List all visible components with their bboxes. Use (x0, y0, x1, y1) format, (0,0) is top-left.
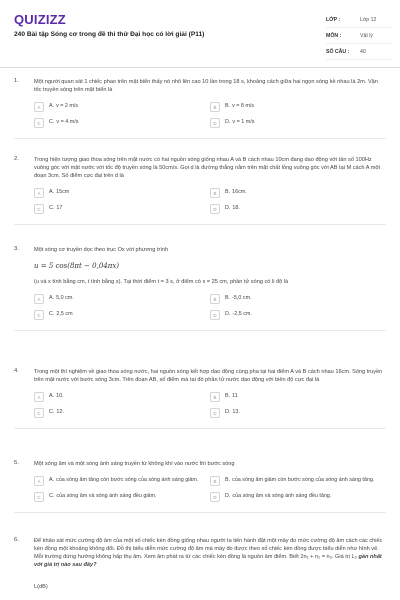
question-text: Trong hiện tượng giao thoa sóng trên mặt nước có hai nguồn sóng giống nhau A và B cách nhau 10cm đang dao động với tần số 100Hz vuông góc với mặt nước với tốc độ truyền sóng là 50cm/s. Gọi d là đường thẳng nằm trên mặt chất lỏng vuông góc với AB tại M cách A một đoạn 3cm. Số điểm cực đại trên d là (34, 157, 381, 179)
option-box[interactable]: C (34, 204, 44, 214)
option-box[interactable]: D (210, 204, 220, 214)
option-a[interactable] (34, 102, 210, 112)
option-a[interactable] (34, 294, 210, 304)
option-label: C. của sóng âm và sóng ánh sáng đều giảm. (49, 493, 157, 499)
option-d[interactable] (210, 408, 386, 418)
option-box[interactable]: C (34, 408, 44, 418)
option-label: C. 2,5 cm (49, 311, 73, 317)
option-box[interactable]: C (34, 492, 44, 502)
option-label: B. của sóng âm giảm còn bước sóng của sóng ánh sáng tăng. (225, 477, 375, 483)
option-box[interactable]: D (210, 118, 220, 128)
option-b[interactable] (210, 294, 386, 304)
option-b[interactable] (210, 188, 386, 198)
question-4 (14, 368, 386, 429)
option-b[interactable] (210, 476, 386, 486)
option-label: D. 18. (225, 205, 240, 211)
option-c[interactable] (34, 408, 210, 418)
option-a[interactable] (34, 188, 210, 198)
meta-value: Lớp 12 (360, 16, 377, 23)
option-box[interactable]: D (210, 492, 220, 502)
question-number: 4. (14, 368, 19, 374)
option-c[interactable] (34, 118, 210, 128)
meta-value: 40 (360, 48, 366, 55)
option-d[interactable] (210, 310, 386, 320)
option-a[interactable] (34, 476, 210, 486)
question-divider (14, 138, 386, 139)
question-divider (14, 512, 386, 513)
option-box[interactable]: A (34, 102, 44, 112)
question-emphasis: gần nhất với giá trị nào sau đây? (34, 554, 382, 568)
meta-row-question-count (326, 44, 392, 60)
option-box[interactable]: B (210, 294, 220, 304)
question-3 (14, 246, 386, 331)
meta-label: SỐ CÂU : (326, 48, 350, 55)
option-box[interactable]: B (210, 476, 220, 486)
question-5 (14, 460, 386, 513)
option-label: C. 12. (49, 409, 64, 415)
question-number: 5. (14, 460, 19, 466)
option-label: D. v = 1 m/s (225, 119, 255, 125)
quizizz-logo: QUIZIZZ (14, 12, 66, 27)
header-divider (0, 67, 400, 68)
graph-axis-label: L(dB) (34, 584, 48, 590)
option-c[interactable] (34, 492, 210, 502)
answer-options (34, 102, 386, 128)
option-label: B. v = 8 m/s (225, 103, 255, 109)
option-d[interactable] (210, 204, 386, 214)
question-text-continued: (u và x tính bằng cm, t tính bằng s). Tại thời điểm t = 3 s, ở điểm có x = 25 cm, phần tử sóng có li độ là (34, 279, 289, 285)
option-box[interactable]: C (34, 310, 44, 320)
wave-equation: u = 5 cos(8πt − 0,04πx) (34, 262, 120, 270)
question-number: 3. (14, 246, 19, 252)
document-title: 240 Bài tập Sóng cơ trong đề thi thử Đại học có lời giải (P11) (14, 31, 205, 38)
option-label: A. 10. (49, 393, 64, 399)
option-box[interactable]: D (210, 408, 220, 418)
option-label: A. của sóng âm tăng còn bước sóng của sóng ánh sáng giảm. (49, 477, 199, 483)
option-c[interactable] (34, 204, 210, 214)
question-text: Trong một thí nghiệm về giao thoa sóng nước, hai nguồn sóng kết hợp dao động cùng pha tại hai điểm A và B cách nhau 16cm. Sóng truyền trên mặt nước với bước sóng 3cm. Trên đoạn AB, số điểm mà tại đó phần tử nước dao động với biên độ cực đại là (34, 369, 383, 383)
question-6 (14, 537, 386, 591)
option-c[interactable] (34, 310, 210, 320)
question-divider (14, 224, 386, 225)
question-divider (14, 428, 386, 429)
option-b[interactable] (210, 392, 386, 402)
meta-label: MÔN : (326, 32, 342, 39)
option-label: D. 13. (225, 409, 240, 415)
answer-options (34, 392, 386, 418)
option-box[interactable]: B (210, 188, 220, 198)
option-b[interactable] (210, 102, 386, 112)
option-box[interactable]: B (210, 392, 220, 402)
option-label: A. 15cm (49, 189, 70, 195)
option-label: A. 5,0 cm. (49, 295, 74, 301)
option-box[interactable]: A (34, 294, 44, 304)
option-a[interactable] (34, 392, 210, 402)
option-box[interactable]: C (34, 118, 44, 128)
answer-options (34, 476, 386, 502)
option-label: C. v = 4 m/s (49, 119, 79, 125)
question-text: Một sóng âm và một sóng ánh sáng truyền từ không khí vào nước thì bước sóng (34, 461, 235, 467)
option-label: C. 17 (49, 205, 63, 211)
question-2 (14, 156, 386, 225)
meta-table (326, 12, 392, 60)
answer-options (34, 188, 386, 214)
question-number: 1. (14, 78, 19, 84)
question-text: Một người quan sát 1 chiếc phao trên mặt biển thấy nó nhô lên cao 10 lần trong 18 s, khoảng cách giữa hai ngọn sóng kề nhau là 2m. Vận tốc truyền sóng trên mặt biển là (34, 79, 378, 93)
option-box[interactable]: A (34, 392, 44, 402)
option-label: B. -5,0 cm. (225, 295, 252, 301)
option-label: A. v = 2 m/s (49, 103, 79, 109)
question-1 (14, 78, 386, 139)
option-box[interactable]: D (210, 310, 220, 320)
question-text: Một sóng cơ truyền dọc theo trục Ox với phương trình (34, 247, 169, 253)
question-number: 6. (14, 537, 19, 543)
question-text: Để khảo sát mức cường độ âm của một số chiếc kèn đồng giống nhau người ta tiến hành đặt một máy đo mức cường độ âm cách các chiếc kèn đồng một khoảng không đổi. Đồ thị biểu diễn mức cường độ âm mà máy đo được theo số chiếc kèn đồng được biểu diễn như hình vẽ. Mỗi trường đứng hướng không hấp thụ âm. Xem âm phát ra từ các chiếc kèn đồng là nguồn âm điểm. Biết 2n₁ + n₂ = n₃. Giá trị L₃ gần nhất với giá trị nào sau đây? (34, 538, 383, 568)
option-label: D. -2,5 cm. (225, 311, 252, 317)
question-number: 2. (14, 156, 19, 162)
option-label: B. 16cm. (225, 189, 247, 195)
meta-row-subject (326, 28, 392, 44)
meta-row-class (326, 12, 392, 28)
meta-label: LỚP : (326, 16, 341, 23)
option-label: D. của sóng âm và sóng ánh sáng đều tăng. (225, 493, 332, 499)
question-divider (14, 330, 386, 331)
option-d[interactable] (210, 118, 386, 128)
option-d[interactable] (210, 492, 386, 502)
meta-value: Vật lý (360, 32, 373, 39)
option-box[interactable]: A (34, 476, 44, 486)
answer-options (34, 294, 386, 320)
option-label: B. 11 (225, 393, 238, 399)
option-box[interactable]: B (210, 102, 220, 112)
option-box[interactable]: A (34, 188, 44, 198)
